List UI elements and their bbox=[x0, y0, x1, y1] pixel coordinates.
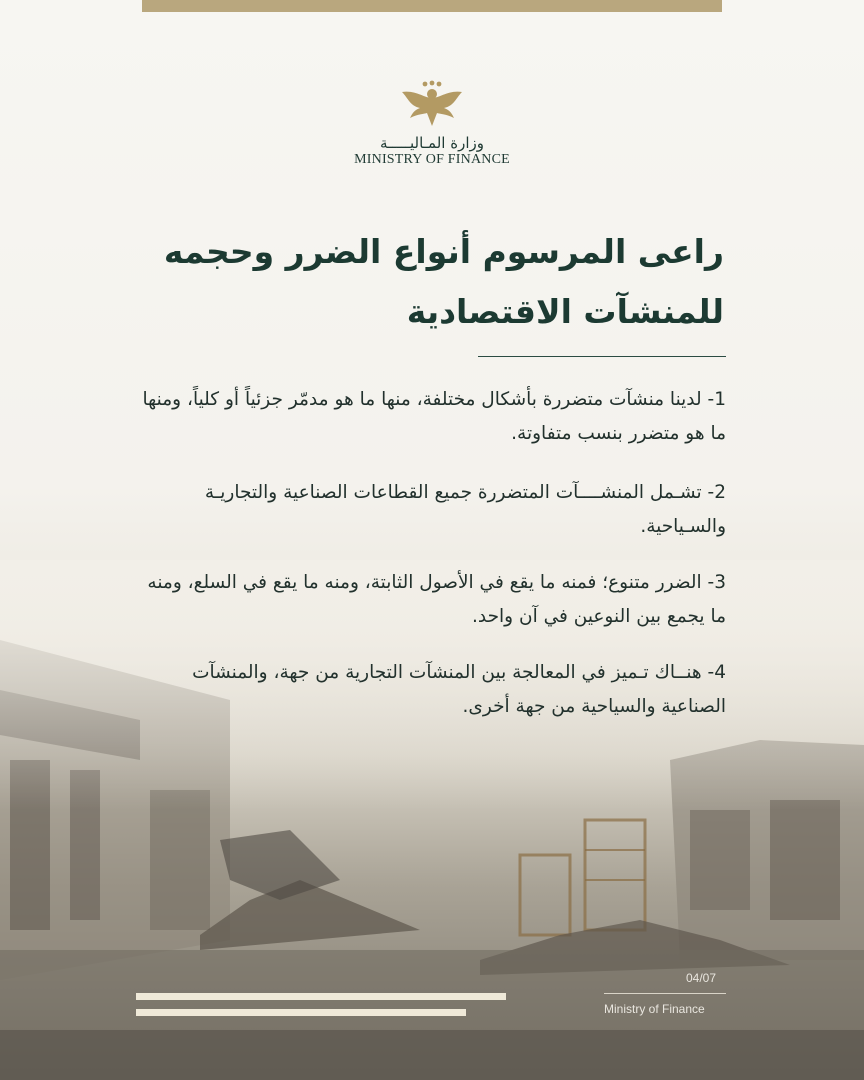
paragraph-1: 1- لدينا منشآت متضررة بأشكال مختلفة، منها ما هو مدمّر جزئياً أو كلياً، ومنها ما هو متضرر بنسب متفاوتة. bbox=[142, 389, 726, 444]
title-divider bbox=[478, 356, 726, 357]
title-line-2: للمنشآت الاقتصادية bbox=[406, 292, 724, 331]
page-title bbox=[124, 222, 724, 342]
top-accent-bar bbox=[142, 0, 722, 12]
paragraph-3: 3- الضرر متنوع؛ فمنه ما يقع في الأصول الثابتة، ومنه ما يقع في السلع، ومنه ما يجمع بين النوعين في آن واحد. bbox=[147, 572, 726, 627]
page-number: 04/07 bbox=[686, 971, 717, 985]
eagle-emblem-icon bbox=[400, 80, 464, 128]
paragraph-4: 4- هنــاك تـميز في المعالجة بين المنشآت التجارية من جهة، والمنشآت الصناعية والسياحية من جهة أخرى. bbox=[192, 662, 726, 717]
decorative-bar-2 bbox=[136, 1009, 466, 1016]
footer-brand: Ministry of Finance bbox=[604, 1002, 705, 1016]
paragraph-2: 2- تشـمل المنشــــآت المتضررة جميع القطاعات الصناعية والتجاريـة والسـياحية. bbox=[204, 482, 726, 537]
logo-english-text: MINISTRY OF FINANCE bbox=[354, 152, 510, 167]
footer-divider bbox=[604, 993, 726, 994]
ministry-logo bbox=[352, 80, 512, 168]
logo-arabic-text: وزارة المـاليـــــة bbox=[379, 134, 484, 152]
title-line-1: راعى المرسوم أنواع الضرر وحجمه bbox=[163, 232, 724, 271]
decorative-bar-1 bbox=[136, 993, 506, 1000]
